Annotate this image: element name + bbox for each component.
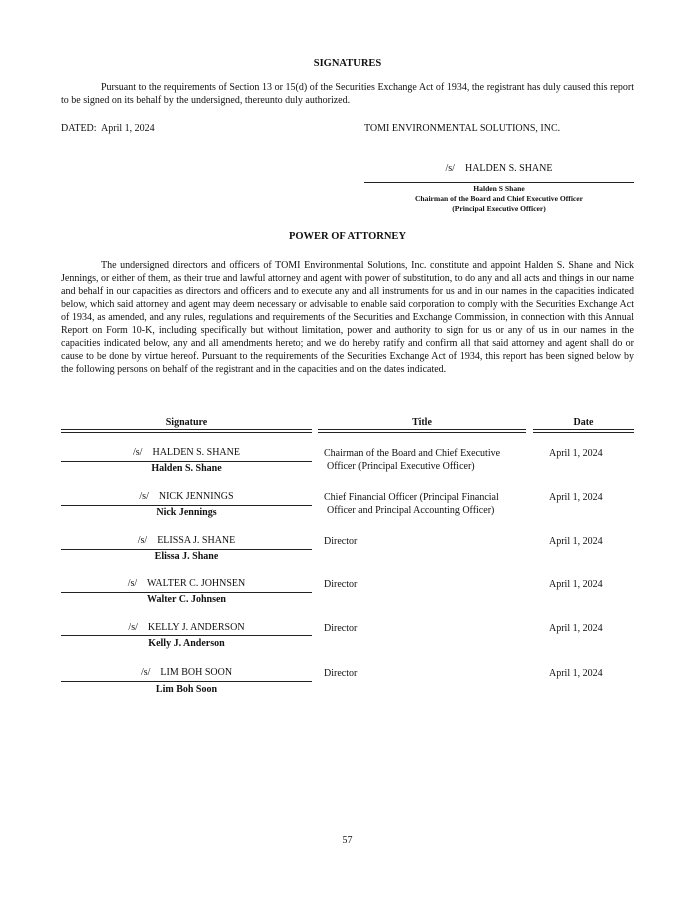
row-rule	[61, 681, 312, 682]
row-name: Walter C. Johnsen	[147, 594, 226, 605]
header-rule-date	[533, 429, 634, 433]
table-row-signature	[61, 535, 312, 546]
row-title-1: Director	[324, 536, 358, 547]
row-date: April 1, 2024	[549, 668, 603, 679]
row-title-2: Officer and Principal Accounting Officer)	[327, 505, 495, 516]
row-signature: WALTER C. JOHNSEN	[147, 578, 246, 589]
row-name: Elissa J. Shane	[154, 551, 219, 562]
row-title-2: Officer (Principal Executive Officer)	[327, 461, 475, 472]
row-rule	[61, 549, 312, 550]
header-date: Date	[573, 417, 594, 428]
table-row-signature	[61, 491, 312, 502]
row-signature: ELISSA J. SHANE	[157, 535, 236, 546]
table-row-signature	[61, 622, 312, 633]
header-signature: Signature	[165, 417, 208, 428]
row-rule	[61, 592, 312, 593]
row-title-1: Director	[324, 623, 358, 634]
page-number: 57	[342, 835, 353, 846]
row-name: Kelly J. Anderson	[148, 638, 225, 649]
row-name: Halden S. Shane	[151, 463, 222, 474]
signer-signature-line	[364, 163, 634, 174]
company-name: TOMI ENVIRONMENTAL SOLUTIONS, INC.	[364, 123, 561, 134]
row-title-1: Chief Financial Officer (Principal Financial	[324, 492, 499, 503]
row-date: April 1, 2024	[549, 579, 603, 590]
header-title: Title	[412, 417, 432, 428]
signer-title-1: Chairman of the Board and Chief Executive Officer	[414, 194, 584, 203]
signer-signature: HALDEN S. SHANE	[464, 163, 553, 174]
row-mark: /s/	[127, 578, 138, 589]
row-rule	[61, 505, 312, 506]
row-signature: LIM BOH SOON	[160, 667, 233, 678]
row-title-1: Chairman of the Board and Chief Executive	[324, 448, 501, 459]
row-signature: HALDEN S. SHANE	[152, 447, 240, 458]
dated-label: DATED:	[61, 123, 97, 134]
row-date: April 1, 2024	[549, 623, 603, 634]
header-rule-title	[318, 429, 526, 433]
row-mark: /s/	[137, 535, 148, 546]
signer-rule	[364, 182, 634, 183]
dated-line	[61, 122, 155, 135]
row-rule	[61, 635, 312, 636]
row-mark: /s/	[128, 622, 138, 633]
row-date: April 1, 2024	[549, 536, 603, 547]
signer-mark: /s/	[445, 163, 455, 174]
row-mark: /s/	[133, 447, 143, 458]
row-mark: /s/	[140, 667, 151, 678]
signatures-heading: SIGNATURES	[313, 58, 382, 69]
signer-title-2: (Principal Executive Officer)	[452, 204, 546, 213]
row-mark: /s/	[139, 491, 149, 502]
table-row-signature	[61, 447, 312, 458]
row-date: April 1, 2024	[549, 492, 603, 503]
row-signature: KELLY J. ANDERSON	[147, 622, 245, 633]
table-row-signature	[61, 667, 312, 678]
header-rule-signature	[61, 429, 312, 433]
row-title-1: Director	[324, 579, 358, 590]
row-date: April 1, 2024	[549, 448, 603, 459]
power-of-attorney-body: The undersigned directors and officers of TOMI Environmental Solutions, Inc. constitute and appoint Halden S. Shane and Nick Jennings, or either of them, as their true and lawful attorney and agent with power of substitution, to do any and all acts and things in our name and behalf in our capacities as directors and officers and to execute any and all instruments for us and in our names in the capacities indicated below, which said attorney and agent may deem necessary or advisable to enable said corporation to comply with the Securities Exchange Act of 1934, as amended, and any rules, regulations and requirements of the Securities and Exchange Commission, in connection with this Annual Report on Form 10-K, including specifically but without limitation, power and authority to sign for us or any of us in our names in the capacities indicated below, any and all amendments hereto; and we do hereby ratify and confirm all that said attorney and agent shall do or cause to be done by virtue hereof. Pursuant to the requirements of the Securities Exchange Act of 1934, this report has been signed below by the following persons on behalf of the registrant and in the capacities and on the dates indicated.	[61, 260, 634, 375]
row-signature: NICK JENNINGS	[158, 491, 234, 502]
power-of-attorney-heading: POWER OF ATTORNEY	[288, 231, 407, 242]
signer-name: Halden S Shane	[473, 184, 525, 193]
signatures-intro: Pursuant to the requirements of Section 13 or 15(d) of the Securities Exchange Act of 1934, the registrant has duly caused this report to be signed on its behalf by the undersigned, thereunto duly authorized.	[61, 82, 634, 106]
row-rule	[61, 461, 312, 462]
row-title-1: Director	[324, 668, 358, 679]
table-row-signature	[61, 578, 312, 589]
dated-value: April 1, 2024	[101, 123, 155, 134]
row-name: Lim Boh Soon	[155, 684, 218, 695]
row-name: Nick Jennings	[156, 507, 217, 518]
